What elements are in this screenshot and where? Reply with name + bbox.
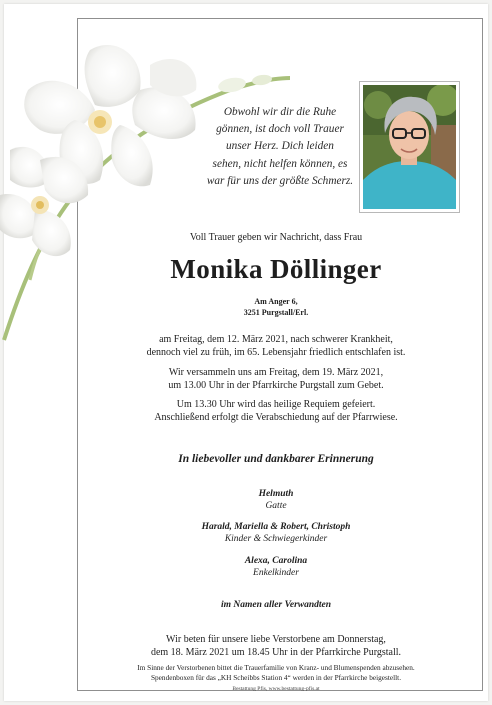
family-names: Helmuth <box>258 489 294 499</box>
text-line: Wir versammeln uns am Freitag, dem 19. März 2021, <box>168 367 384 378</box>
relatives-text: im Namen aller Verwandten <box>220 600 332 610</box>
portrait-image <box>363 85 456 209</box>
family-names: Harald, Mariella & Robert, Christoph <box>201 522 351 532</box>
family-group <box>73 488 479 512</box>
text-line: dem 18. März 2021 um 18.45 Uhr in der Pfarrkirche Purgstall. <box>150 646 402 658</box>
poem-line: sehen, nicht helfen können, es <box>212 157 348 170</box>
address-line: 3251 Purgstall/Erl. <box>243 307 309 317</box>
text-line: Im Sinne der Verstorbenen bittet die Trauerfamilie von Kranz- und Blumenspenden abzusehen. <box>137 663 415 672</box>
text-line: um 13.00 Uhr in der Pfarrkirche Purgstall zum Gebet. <box>168 379 384 391</box>
text-line: Spendenboxen für das „KH Scheibbs Station 4“ werden in der Pfarrkirche beigestellt. <box>150 672 402 682</box>
family-role: Gatte <box>265 501 287 511</box>
poem-line: war für uns der größte Schmerz. <box>206 174 354 187</box>
requiem-paragraph <box>73 399 479 425</box>
text-line: Um 13.30 Uhr wird das heilige Requiem gefeiert. <box>176 399 376 410</box>
poem-line: Obwohl wir dir die Ruhe <box>223 106 337 118</box>
poem <box>190 104 370 190</box>
prayer-paragraph <box>73 367 479 393</box>
text-line: dennoch viel zu früh, im 65. Lebensjahr friedlich entschlafen ist. <box>146 346 406 358</box>
poem-line: unser Herz. Dich leiden <box>226 140 334 153</box>
family-role: Enkelkinder <box>253 568 299 578</box>
family-names: Alexa, Carolina <box>244 556 308 566</box>
family-role: Kinder & Schwiegerkinder <box>224 534 328 544</box>
donation-note <box>73 663 479 682</box>
portrait-photo <box>359 81 460 213</box>
family-group <box>73 555 479 579</box>
text-line: Wir beten für unsere liebe Verstorbene am Donnerstag, <box>166 634 386 645</box>
memory-heading: In liebevoller und dankbarer Erinnerung <box>178 453 374 465</box>
poem-line: gönnen, ist doch voll Trauer <box>216 123 344 136</box>
address <box>73 297 479 318</box>
text-line: Anschließend erfolgt die Verabschiedung auf der Pfarrwiese. <box>154 411 398 423</box>
death-paragraph <box>73 334 479 360</box>
address-line: Am Anger 6, <box>254 297 298 306</box>
funeral-home: Bestattung Pfis, www.bestattung-pfis.at <box>232 686 320 692</box>
deceased-name: Monika Döllinger <box>170 254 382 284</box>
text-line: am Freitag, dem 12. März 2021, nach schwerer Krankheit, <box>159 334 393 345</box>
closing-paragraph <box>73 634 479 660</box>
intro-text: Voll Trauer geben wir Nachricht, dass Frau <box>189 232 363 243</box>
family-group <box>73 521 479 545</box>
